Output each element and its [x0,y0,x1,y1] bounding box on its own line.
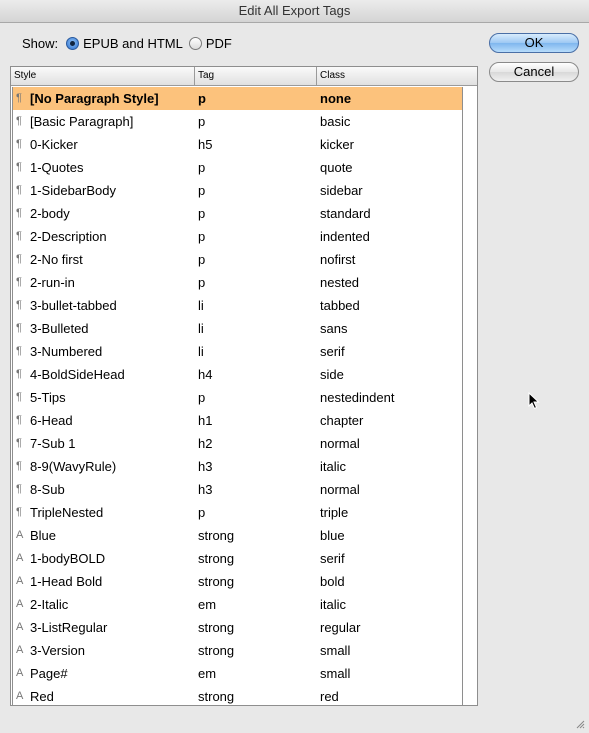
table-header [11,67,477,86]
tag-cell: p [198,160,206,175]
paragraph-style-icon: ¶ [16,138,22,150]
character-style-icon: A [16,598,24,610]
paragraph-style-icon: ¶ [16,483,22,495]
style-cell: 3-ListRegular [30,620,108,635]
table-row[interactable] [13,455,462,478]
style-cell: 6-Head [30,413,73,428]
tag-cell: li [198,321,204,336]
table-row[interactable] [13,317,462,340]
table-row[interactable] [13,409,462,432]
paragraph-style-icon: ¶ [16,368,22,380]
character-style-icon: A [16,690,24,702]
style-cell: 1-SidebarBody [30,183,116,198]
style-cell: Blue [30,528,57,543]
table-row[interactable] [13,685,462,706]
class-cell: indented [320,229,370,244]
paragraph-style-icon: ¶ [16,276,22,288]
paragraph-style-icon: ¶ [16,161,22,173]
table-row[interactable] [13,294,462,317]
table-row[interactable] [13,156,462,179]
class-cell: sidebar [320,183,363,198]
tag-cell: p [198,206,206,221]
class-cell: small [320,643,351,658]
class-cell: standard [320,206,371,221]
style-list [12,87,463,705]
column-header-tag[interactable]: Tag [195,67,317,85]
character-style-icon: A [16,644,24,656]
style-cell: 2-run-in [30,275,75,290]
paragraph-style-icon: ¶ [16,322,22,334]
paragraph-style-icon: ¶ [16,437,22,449]
table-row[interactable] [13,179,462,202]
pdf-radio[interactable] [189,37,202,50]
character-style-icon: A [16,575,24,587]
style-cell: 3-Numbered [30,344,103,359]
paragraph-style-icon: ¶ [16,460,22,472]
style-cell: TripleNested [30,505,104,520]
class-cell: regular [320,620,361,635]
style-cell: 1-Quotes [30,160,84,175]
tag-cell: p [198,275,206,290]
tag-cell: p [198,390,206,405]
epub-html-label[interactable]: EPUB and HTML [83,35,183,51]
style-cell: 7-Sub 1 [30,436,76,451]
table-row[interactable] [13,87,462,110]
style-cell: 2-Description [30,229,107,244]
tag-cell: li [198,344,204,359]
style-cell: 1-Head Bold [30,574,103,589]
table-row[interactable] [13,363,462,386]
style-cell: 3-Bulleted [30,321,89,336]
tag-cell: strong [198,620,235,635]
table-row[interactable] [13,547,462,570]
class-cell: italic [320,597,347,612]
tag-cell: strong [198,643,235,658]
resize-grip-icon[interactable] [575,719,585,729]
table-row[interactable] [13,662,462,685]
style-cell: 3-bullet-tabbed [30,298,117,313]
class-cell: sans [320,321,348,336]
style-cell: [No Paragraph Style] [30,91,159,106]
style-cell: 8-9(WavyRule) [30,459,117,474]
table-row[interactable] [13,639,462,662]
paragraph-style-icon: ¶ [16,299,22,311]
table-row[interactable] [13,432,462,455]
table-row[interactable] [13,110,462,133]
style-cell: Red [30,689,54,704]
paragraph-style-icon: ¶ [16,253,22,265]
table-row[interactable] [13,386,462,409]
paragraph-style-icon: ¶ [16,92,22,104]
ok-button[interactable]: OK [489,33,579,53]
class-cell: nofirst [320,252,356,267]
style-cell: 1-bodyBOLD [30,551,106,566]
tag-cell: h4 [198,367,213,382]
class-cell: kicker [320,137,354,152]
paragraph-style-icon: ¶ [16,230,22,242]
tag-cell: strong [198,551,235,566]
epub-html-radio[interactable] [66,37,79,50]
table-row[interactable] [13,133,462,156]
paragraph-style-icon: ¶ [16,115,22,127]
tag-cell: strong [198,574,235,589]
table-row[interactable] [13,340,462,363]
class-cell: tabbed [320,298,360,313]
class-cell: basic [320,114,351,129]
character-style-icon: A [16,529,24,541]
tag-cell: h2 [198,436,213,451]
paragraph-style-icon: ¶ [16,207,22,219]
tag-cell: h3 [198,459,213,474]
class-cell: nestedindent [320,390,395,405]
class-cell: bold [320,574,345,589]
tag-cell: em [198,597,217,612]
character-style-icon: A [16,552,24,564]
tag-cell: p [198,91,206,106]
paragraph-style-icon: ¶ [16,345,22,357]
class-cell: small [320,666,351,681]
class-cell: none [320,91,352,106]
table-row[interactable] [13,593,462,616]
table-row[interactable] [13,248,462,271]
class-cell: triple [320,505,349,520]
tag-cell: p [198,229,206,244]
table-row[interactable] [13,478,462,501]
table-row[interactable] [13,570,462,593]
class-cell: nested [320,275,360,290]
table-row[interactable] [13,225,462,248]
table-row[interactable] [13,524,462,547]
class-cell: quote [320,160,353,175]
tag-cell: p [198,183,206,198]
class-cell: normal [320,436,360,451]
style-cell: 0-Kicker [30,137,78,152]
style-cell: 4-BoldSideHead [30,367,125,382]
table-row[interactable] [13,616,462,639]
table-row[interactable] [13,271,462,294]
style-cell: 2-body [30,206,70,221]
class-cell: serif [320,344,345,359]
window-title: Edit All Export Tags [0,0,589,23]
paragraph-style-icon: ¶ [16,506,22,518]
tag-cell: p [198,505,206,520]
style-cell: 5-Tips [30,390,66,405]
show-options [22,34,238,52]
show-label: Show: [22,35,59,51]
export-tags-table [10,66,478,706]
table-row[interactable] [13,501,462,524]
character-style-icon: A [16,621,24,633]
tag-cell: h1 [198,413,213,428]
class-cell: normal [320,482,360,497]
cancel-button[interactable]: Cancel [489,62,579,82]
pdf-label[interactable]: PDF [205,35,232,51]
style-cell: Page# [30,666,68,681]
style-cell: [Basic Paragraph] [30,114,134,129]
paragraph-style-icon: ¶ [16,184,22,196]
tag-cell: strong [198,528,235,543]
class-cell: side [320,367,344,382]
table-row[interactable] [13,202,462,225]
mouse-pointer-icon [528,392,540,410]
tag-cell: li [198,298,204,313]
column-header-class[interactable]: Class [320,70,346,81]
style-cell: 8-Sub [30,482,65,497]
class-cell: red [320,689,339,704]
tag-cell: h3 [198,482,213,497]
class-cell: italic [320,459,347,474]
tag-cell: em [198,666,217,681]
tag-cell: h5 [198,137,213,152]
column-header-style[interactable]: Style [11,67,195,85]
style-cell: 2-No first [30,252,83,267]
class-cell: blue [320,528,345,543]
tag-cell: p [198,252,206,267]
tag-cell: p [198,114,206,129]
tag-cell: strong [198,689,235,704]
character-style-icon: A [16,667,24,679]
paragraph-style-icon: ¶ [16,391,22,403]
style-cell: 3-Version [30,643,85,658]
paragraph-style-icon: ¶ [16,414,22,426]
style-cell: 2-Italic [30,597,69,612]
class-cell: serif [320,551,345,566]
class-cell: chapter [320,413,364,428]
